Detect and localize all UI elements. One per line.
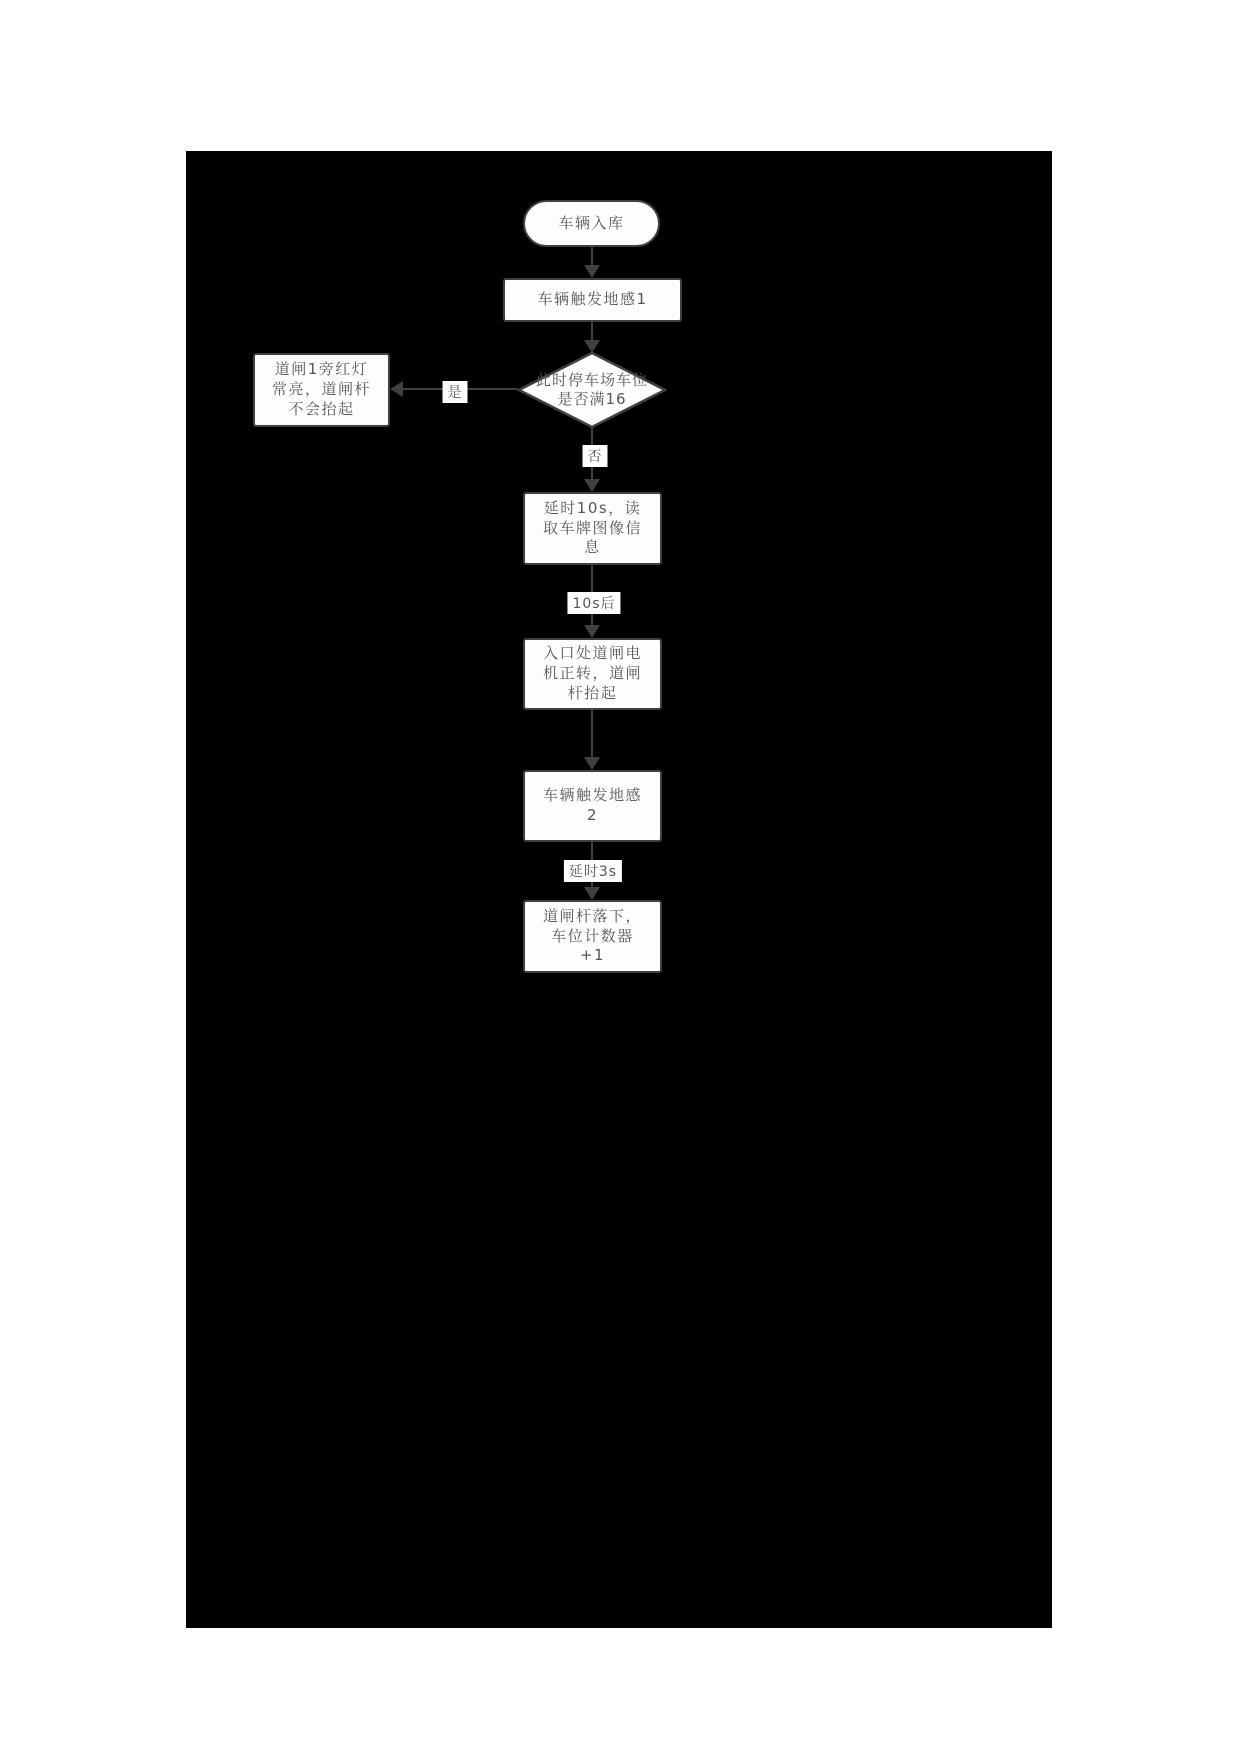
- node-red-light-stay: [253, 353, 390, 427]
- edge-sensor1-to-decision: [591, 322, 593, 341]
- node-barrier-down-label: 道闸杆落下，车位计数器+1: [542, 906, 642, 965]
- edge-motor-to-sensor2: [591, 710, 593, 758]
- arrowhead-down-icon: [584, 887, 600, 900]
- edge-label-no: 否: [583, 445, 608, 467]
- arrowhead-down-icon: [584, 757, 600, 770]
- node-red-light-stay-label: 道闸1旁红灯常亮，道闸杆不会抬起: [271, 360, 371, 418]
- arrowhead-down-icon: [584, 340, 600, 353]
- node-start: [523, 200, 660, 247]
- edge-label-delay-3s: 延时3s: [564, 860, 622, 882]
- edge-label-yes: 是: [443, 381, 468, 403]
- edge-label-after-10s: 10s后: [567, 592, 620, 614]
- node-decision-parking-full: [517, 351, 667, 429]
- node-motor-forward: [523, 638, 662, 710]
- node-trigger-sensor-2: [523, 770, 662, 842]
- node-trigger-sensor-1: [503, 278, 682, 322]
- node-delay-read-plate-label: 延时10s，读取车牌图像信息: [542, 498, 642, 557]
- node-trigger-sensor-1-label: 车辆触发地感1: [537, 290, 648, 309]
- arrowhead-left-icon: [390, 381, 403, 397]
- node-delay-read-plate: [523, 492, 662, 565]
- edge-start-to-sensor1: [591, 247, 593, 266]
- node-motor-forward-label: 入口处道闸电机正转，道闸杆抬起: [542, 644, 642, 702]
- node-trigger-sensor-2-label: 车辆触发地感2: [542, 786, 642, 824]
- arrowhead-down-icon: [584, 265, 600, 278]
- arrowhead-down-icon: [584, 625, 600, 638]
- arrowhead-down-icon: [584, 479, 600, 492]
- node-decision-parking-full-label: 此时停车场车位是否满16: [536, 371, 649, 408]
- node-barrier-down: [523, 900, 662, 973]
- node-start-label: 车辆入库: [558, 213, 625, 232]
